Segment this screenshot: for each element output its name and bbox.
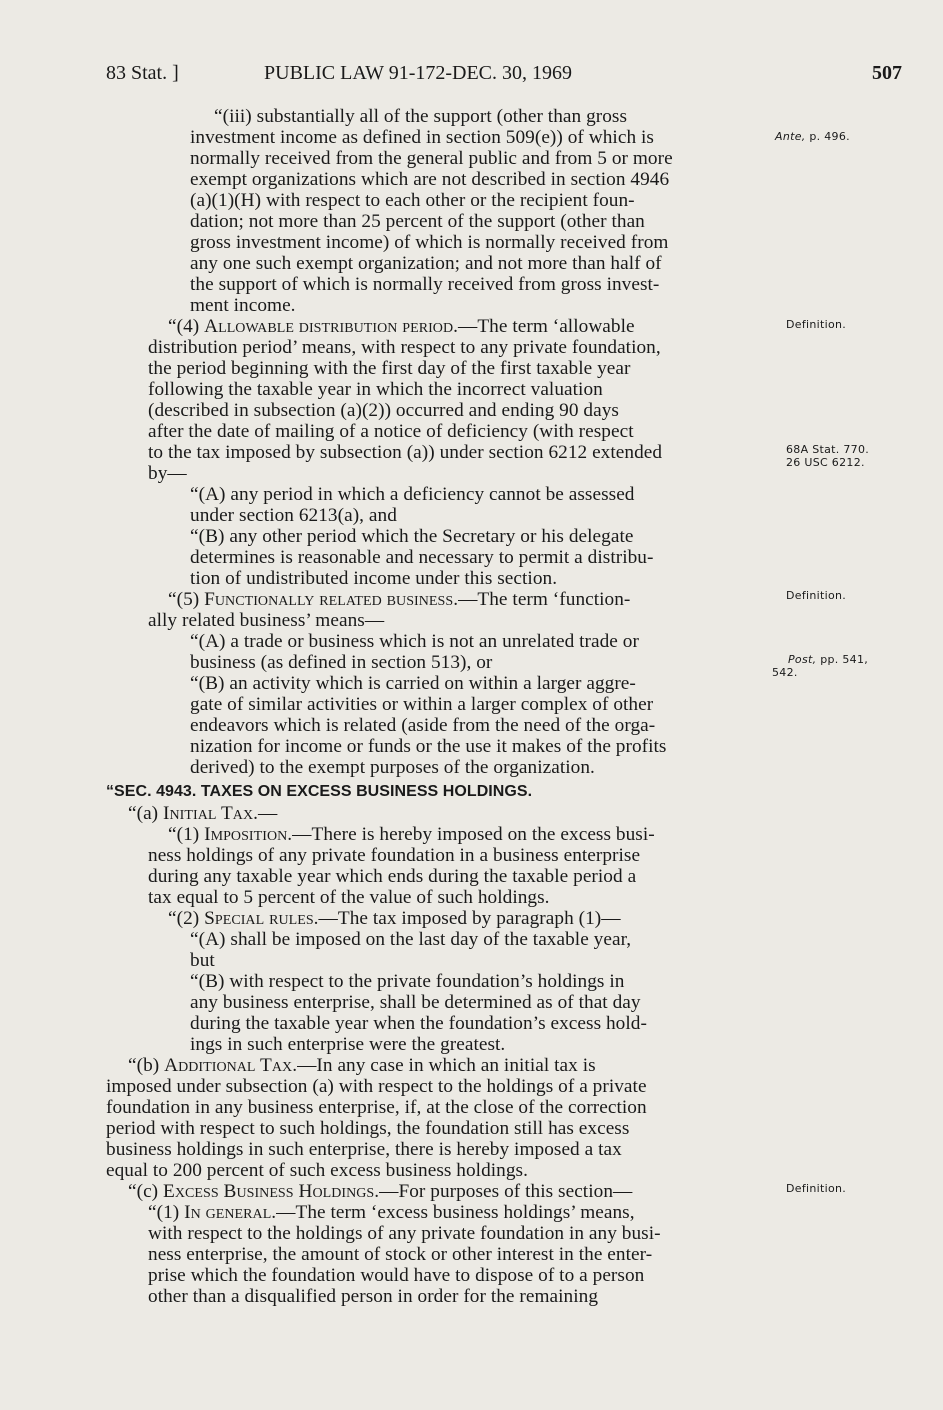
paragraph-heading: Allowable distribution period. bbox=[204, 316, 458, 337]
section-heading-line bbox=[148, 1202, 635, 1223]
paragraph-heading: In general. bbox=[184, 1202, 277, 1223]
text-line: equal to 200 percent of such excess business holdings. bbox=[106, 1160, 528, 1181]
text-line: endeavors which is related (aside from the need of the orga- bbox=[190, 715, 656, 736]
text-line: prise which the foundation would have to dispose of to a person bbox=[148, 1265, 645, 1286]
paragraph-number: “(5) bbox=[168, 589, 205, 610]
text-line: the period beginning with the first day of the first taxable year bbox=[148, 358, 631, 379]
text-line: nization for income or funds or the use it makes of the profits bbox=[190, 736, 667, 757]
subsection-dash: — bbox=[258, 803, 278, 824]
text-line: derived) to the exempt purposes of the organization. bbox=[190, 757, 595, 778]
text-line: ings in such enterprise were the greatest. bbox=[190, 1034, 506, 1055]
paragraph-heading: Imposition. bbox=[204, 824, 293, 845]
text-line: any business enterprise, shall be determined as of that day bbox=[190, 992, 641, 1013]
text-line: ment income. bbox=[190, 295, 296, 316]
subsection-number: “(c) bbox=[128, 1181, 164, 1202]
text-line: during the taxable year when the foundation’s excess hold- bbox=[190, 1013, 647, 1034]
margin-note-definition: Definition. bbox=[786, 318, 847, 331]
section-heading-line bbox=[168, 589, 630, 610]
section-heading-line bbox=[168, 316, 635, 337]
subsection-number: “(b) bbox=[128, 1055, 165, 1076]
paragraph-text: —The term ‘allowable bbox=[458, 316, 635, 337]
stat-reference: 83 Stat. ] bbox=[106, 62, 179, 84]
subsection-heading: Additional Tax. bbox=[164, 1055, 298, 1076]
section-heading-line bbox=[128, 803, 277, 824]
page-title: PUBLIC LAW 91-172-DEC. 30, 1969 bbox=[264, 62, 573, 84]
text-line: “(A) any period in which a deficiency cannot be assessed bbox=[190, 484, 635, 505]
section-title: “SEC. 4943. TAXES ON EXCESS BUSINESS HOLDINGS. bbox=[106, 783, 533, 800]
margin-note-post-cont: 542. bbox=[772, 666, 798, 679]
text-line: any one such exempt organization; and not more than half of bbox=[190, 253, 662, 274]
text-line: with respect to the holdings of any private foundation in any busi- bbox=[148, 1223, 661, 1244]
margin-note-usc: 26 USC 6212. bbox=[786, 456, 865, 469]
subsection-number: “(a) bbox=[128, 803, 164, 824]
margin-note-definition: Definition. bbox=[786, 1182, 847, 1195]
text-line: ness holdings of any private foundation in a business enterprise bbox=[148, 845, 641, 866]
margin-note-post bbox=[788, 653, 868, 667]
text-line: gross investment income) of which is normally received from bbox=[190, 232, 669, 253]
page-number: 507 bbox=[872, 62, 902, 84]
paragraph-text: —The term ‘function- bbox=[458, 589, 631, 610]
section-heading-line bbox=[128, 1181, 632, 1202]
text-line: “(A) a trade or business which is not an unrelated trade or bbox=[190, 631, 639, 652]
section-heading-line bbox=[168, 824, 655, 845]
margin-note-post-text: pp. 541, bbox=[816, 653, 869, 666]
text-line: determines is reasonable and necessary to permit a distribu- bbox=[190, 547, 654, 568]
paragraph-number: “(1) bbox=[148, 1202, 185, 1223]
subsection-heading: Initial Tax. bbox=[163, 803, 258, 824]
text-line: following the taxable year in which the incorrect valuation bbox=[148, 379, 603, 400]
subsection-heading: Excess Business Holdings. bbox=[163, 1181, 380, 1202]
text-line: foundation in any business enterprise, if, at the close of the correction bbox=[106, 1097, 647, 1118]
paragraph-text: —The tax imposed by paragraph (1)— bbox=[318, 908, 621, 929]
text-line: imposed under subsection (a) with respect to the holdings of a private bbox=[106, 1076, 647, 1097]
text-line: investment income as defined in section 509(e)) of which is bbox=[190, 127, 654, 148]
paragraph-text: —The term ‘excess business holdings’ means, bbox=[276, 1202, 635, 1223]
text-line: business holdings in such enterprise, there is hereby imposed a tax bbox=[106, 1139, 622, 1160]
text-line: “(B) an activity which is carried on within a larger aggre- bbox=[190, 673, 636, 694]
paragraph-heading: Special rules. bbox=[204, 908, 319, 929]
subsection-text: —For purposes of this section— bbox=[379, 1181, 633, 1202]
text-line: “(B) any other period which the Secretary or his delegate bbox=[190, 526, 634, 547]
text-line: “(iii) substantially all of the support (other than gross bbox=[214, 106, 628, 127]
text-line: period with respect to such holdings, the foundation still has excess bbox=[106, 1118, 630, 1139]
text-line: but bbox=[190, 950, 215, 971]
text-line: under section 6213(a), and bbox=[190, 505, 397, 526]
text-line: business (as defined in section 513), or bbox=[190, 652, 493, 673]
text-line: the support of which is normally received from gross invest- bbox=[190, 274, 660, 295]
text-line: “(B) with respect to the private foundation’s holdings in bbox=[190, 971, 625, 992]
text-line: during any taxable year which ends during the taxable period a bbox=[148, 866, 637, 887]
paragraph-heading: Functionally related business. bbox=[204, 589, 459, 610]
margin-note-ante-text: p. 496. bbox=[805, 130, 850, 143]
text-line: exempt organizations which are not described in section 4946 bbox=[190, 169, 670, 190]
subsection-text: —In any case in which an initial tax is bbox=[297, 1055, 596, 1076]
section-heading-line bbox=[168, 908, 621, 929]
section-heading-line bbox=[128, 1055, 596, 1076]
paragraph-text: —There is hereby imposed on the excess busi- bbox=[292, 824, 655, 845]
text-line: ally related business’ means— bbox=[148, 610, 385, 631]
text-line: (a)(1)(H) with respect to each other or the recipient foun- bbox=[190, 190, 635, 211]
paragraph-number: “(2) bbox=[168, 908, 205, 929]
margin-note-definition: Definition. bbox=[786, 589, 847, 602]
page-header bbox=[0, 62, 943, 92]
text-line: after the date of mailing of a notice of deficiency (with respect bbox=[148, 421, 634, 442]
paragraph-number: “(1) bbox=[168, 824, 205, 845]
text-line: by— bbox=[148, 463, 187, 484]
text-line: gate of similar activities or within a larger complex of other bbox=[190, 694, 654, 715]
text-line: “(A) shall be imposed on the last day of the taxable year, bbox=[190, 929, 632, 950]
margin-note-ante bbox=[775, 130, 850, 144]
margin-note-ante-italic: Ante, bbox=[775, 130, 806, 143]
text-line: tax equal to 5 percent of the value of such holdings. bbox=[148, 887, 550, 908]
text-line: dation; not more than 25 percent of the support (other than bbox=[190, 211, 645, 232]
margin-note-post-italic: Post, bbox=[788, 653, 817, 666]
text-line: (described in subsection (a)(2)) occurred and ending 90 days bbox=[148, 400, 619, 421]
margin-note-stat: 68A Stat. 770. bbox=[786, 443, 870, 456]
text-line: normally received from the general public and from 5 or more bbox=[190, 148, 673, 169]
paragraph-number: “(4) bbox=[168, 316, 205, 337]
text-line: tion of undistributed income under this section. bbox=[190, 568, 558, 589]
text-line: distribution period’ means, with respect to any private foundation, bbox=[148, 337, 661, 358]
text-line: other than a disqualified person in order for the remaining bbox=[148, 1286, 599, 1307]
text-line: ness enterprise, the amount of stock or other interest in the enter- bbox=[148, 1244, 653, 1265]
text-line: to the tax imposed by subsection (a)) under section 6212 extended bbox=[148, 442, 663, 463]
